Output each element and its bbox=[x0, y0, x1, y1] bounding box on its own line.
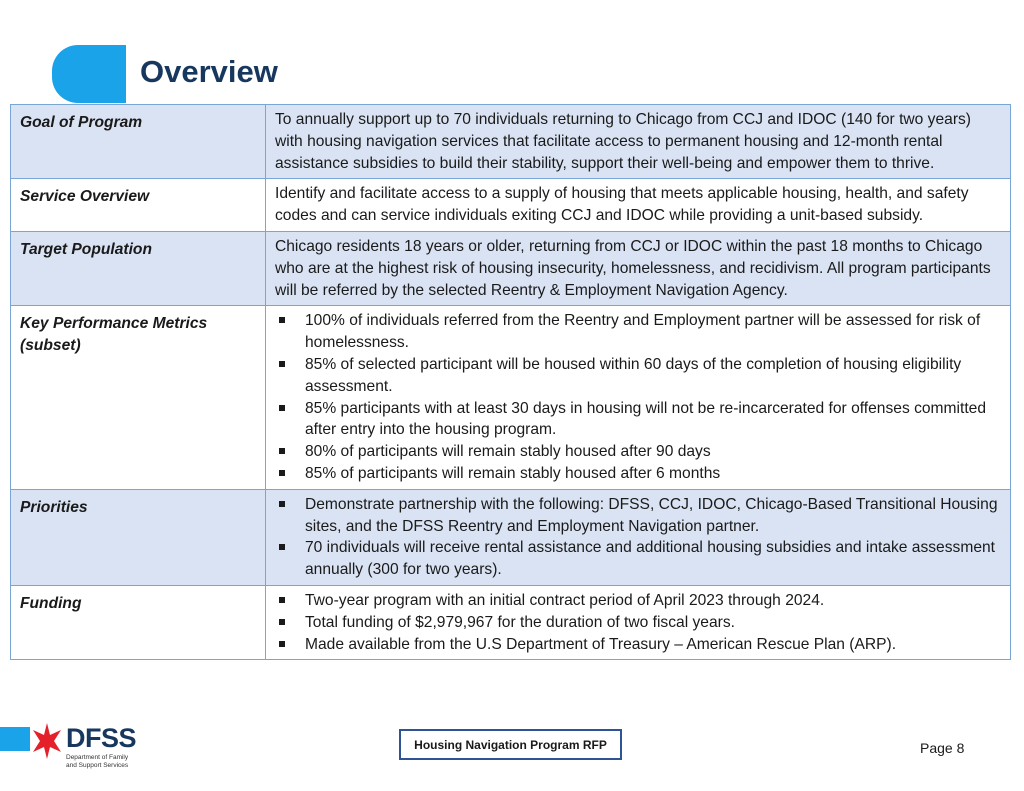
list-item: 70 individuals will receive rental assistance and additional housing subsidies and intake assessment annually (300 for two years). bbox=[275, 537, 1000, 581]
logo-subtext-line: and Support Services bbox=[66, 761, 129, 769]
logo-subtext bbox=[66, 754, 128, 769]
list-item: Made available from the U.S Department of Treasury – American Rescue Plan (ARP). bbox=[275, 634, 1000, 656]
page-title: Overview bbox=[140, 54, 278, 89]
row-label: Target Population bbox=[11, 231, 266, 305]
list-item: 80% of participants will remain stably housed after 90 days bbox=[275, 441, 1000, 463]
row-content bbox=[266, 489, 1011, 585]
logo-wordmark: DFSS bbox=[66, 723, 137, 753]
row-content: To annually support up to 70 individuals returning to Chicago from CCJ and IDOC (140 for two years) with housing navigation services that facilitate access to permanent housing and 12-month rental assistance subsidies to build their stability, support their well-being and empower them to thrive. bbox=[266, 105, 1011, 179]
row-label: Priorities bbox=[11, 489, 266, 585]
table-row-key-metrics bbox=[11, 306, 1011, 489]
row-content: Identify and facilitate access to a supply of housing that meets applicable housing, health, and safety codes and can service individuals exiting CCJ and IDOC while providing a unit-based subsidy. bbox=[266, 179, 1011, 232]
page-number: Page 8 bbox=[920, 740, 965, 756]
bullet-list bbox=[275, 590, 1000, 655]
bullet-list bbox=[275, 494, 1000, 581]
footer-accent-bar bbox=[0, 727, 30, 751]
title-accent-shape bbox=[52, 45, 126, 103]
list-item: 85% of selected participant will be housed within 60 days of the completion of housing eligibility assessment. bbox=[275, 354, 1000, 398]
bullet-list bbox=[275, 310, 1000, 484]
table-row-priorities bbox=[11, 489, 1011, 585]
list-item: Demonstrate partnership with the following: DFSS, CCJ, IDOC, Chicago-Based Transitional Housing sites, and the DFSS Reentry and Employment Navigation partner. bbox=[275, 494, 1000, 538]
overview-table bbox=[10, 104, 1011, 660]
row-content: Chicago residents 18 years or older, returning from CCJ or IDOC within the past 18 months to Chicago who are at the highest risk of housing insecurity, homelessness, and recidivism. All program participants will be referred by the selected Reentry & Employment Navigation Agency. bbox=[266, 231, 1011, 305]
table-row-target-population bbox=[11, 231, 1011, 305]
table-row-goal bbox=[11, 105, 1011, 179]
logo-subtext-line: Department of Family bbox=[66, 754, 129, 761]
row-content bbox=[266, 306, 1011, 489]
chicago-star-icon bbox=[30, 721, 64, 761]
list-item: Two-year program with an initial contract period of April 2023 through 2024. bbox=[275, 590, 1000, 612]
row-label bbox=[11, 306, 266, 489]
row-content bbox=[266, 585, 1011, 659]
row-label: Funding bbox=[11, 585, 266, 659]
table-row-service-overview bbox=[11, 179, 1011, 232]
row-label-text: Key Performance Metrics (subset) bbox=[20, 315, 208, 355]
dfss-logo bbox=[30, 719, 140, 771]
list-item: 100% of individuals referred from the Reentry and Employment partner will be assessed for risk of homelessness. bbox=[275, 310, 1000, 354]
list-item: 85% of participants will remain stably housed after 6 months bbox=[275, 463, 1000, 485]
row-label: Service Overview bbox=[11, 179, 266, 232]
row-label: Goal of Program bbox=[11, 105, 266, 179]
table-row-funding bbox=[11, 585, 1011, 659]
list-item: 85% participants with at least 30 days in housing will not be re-incarcerated for offenses committed after entry into the housing program. bbox=[275, 398, 1000, 442]
program-name-box: Housing Navigation Program RFP bbox=[399, 729, 622, 760]
list-item: Total funding of $2,979,967 for the duration of two fiscal years. bbox=[275, 612, 1000, 634]
